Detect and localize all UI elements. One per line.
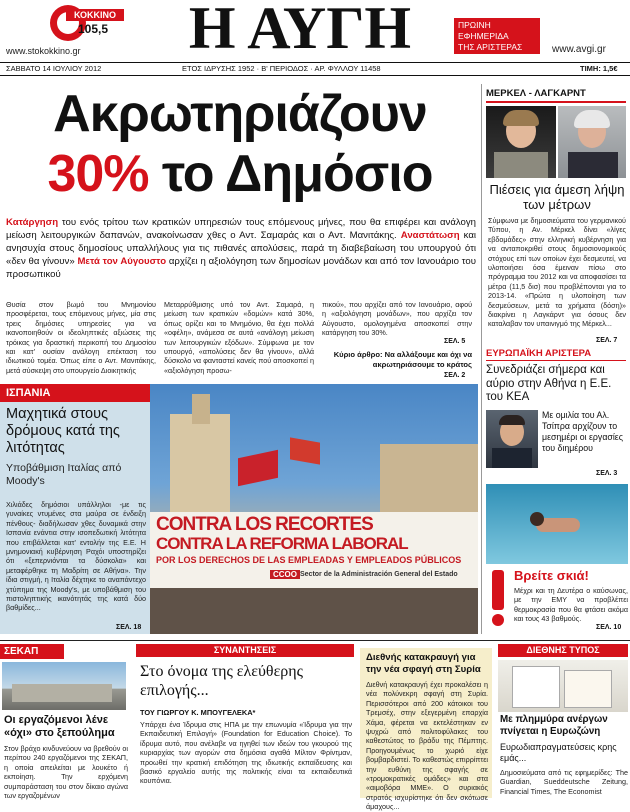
spain-subtitle: Υποβάθμιση Ιταλίας από Moody's [6,462,122,487]
price: ΤΙΜΗ: 1,5€ [580,64,618,73]
headline-line-2 [0,144,480,204]
lead-text-2: και ανησυχία στους δημοσίους υπαλλήλους για τις πιθανές απολύσεις, παρά τη διαβεβαίωση του υπουργού ότι «δεν θα γίνουν» [6,230,476,267]
exclamation-dot [492,614,504,626]
left-eu-underline [486,360,626,361]
spain-label: ΙΣΠΑΝΙΑ [0,384,150,402]
exclamation-icon [486,564,510,630]
dateline [0,62,630,76]
merkel-page: ΣΕΛ. 7 [596,337,618,344]
newspaper-title: Η ΑΥΓΗ [188,0,412,61]
synantiseis-author: ΤΟΥ ΓΙΩΡΓΟΥ Κ. ΜΠΟΥΓΕΛΕΚΑ* [140,708,256,717]
spain-section [0,384,478,634]
synantiseis-title[interactable]: Στο όνομα της ελεύθερης επιλογής... [140,663,303,699]
spain-body: Χιλιάδες δημόσιοι υπάλληλοι -με τις γυναίκες ντυμένες στα μαύρα σε ένδειξη πένθους- διαδήλωσαν χθες δυναμικά στην Ισπανία ενάντια στην ισοπεδωτική λιτότητα που επιβάλλεται κατ' εντολήν της Ε.Ε. Η μνημονιακή κυβέρνηση Ραχόι υποστηρίζει ότι «ξεπερνιόνται τα δύσκολα» και μεταφέρθηκε τη Μαδρίτη σε Αθήνα». Την ίδια στιγμή, η Ιταλία δέχτηκε το αναπάντεχο χτύπημα της Moody's, με υποβάθμιση του πιστοληπτικής ικανότητάς της κατά δύο βαθμίδες... [6,500,146,613]
left-eu-label: ΕΥΡΩΠΑΪΚΗ ΑΡΙΣΤΕΡΑ [486,348,592,359]
sekap-photo [2,662,126,710]
headline-rest: το Δημόσιο [161,145,433,203]
sekap-label: ΣΕΚΑΠ [0,644,64,659]
synantiseis-body: Υπάρχει ένα Ίδρυμα στις ΗΠΑ με την επωνυμία «Ίδρυμα για την Εκπαιδευτική Επιλογή» (Foundation for Education Choice). Το ίδρυμα αυτό, που ανέλαβε να ηγηθεί των ιδεών του γκουρού της κυριαρχίας των αγορών στα δημόσια αγαθά Μίλτον Φρίντμαν, προωθεί την κρατική επιδότηση της ιδιωτικής εκπαίδευσης και βασικό εργαλείο αυτής της πολιτικής είναι τα εκπαιδευτικά κουπόνια. [140,720,352,786]
tagline-2: ΕΦΗΜΕΡΙΔΑ [458,31,509,41]
clock-tower [192,394,210,424]
merkel-photo [486,106,556,178]
syria-box [360,648,492,812]
tagline-3: ΤΗΣ ΑΡΙΣΤΕΡΑΣ [458,42,523,52]
press-sub: Ευρωδιαπραγματεύσεις κρης εμάς... [500,742,617,763]
lead-paragraph [6,216,476,281]
factory-shape [12,684,112,702]
left-eu-title[interactable]: Συνεδριάζει σήμερα και αύριο στην Αθήνα η Ε.Ε. του ΚΕΑ [486,364,612,403]
lead-text-1: του ενός τρίτου των κρατικών υπηρεσιών τους επόμενους μήνες, που θα επιφέρει και ανάλογη μείωση λειτουργικών δαπανών, ανακοίνωσαν χθες ο Αντ. Σαμαράς και ο Αντ. Μανιτάκης. [6,217,476,241]
kyrio-arthro[interactable]: Κύριο άρθρο: Να αλλάξουμε και όχι να ακρωτηριάσουμε το κράτος [333,350,472,369]
syria-title[interactable]: Διεθνής κατακραυγή για την νέα σφαγή στη Συρία [366,652,481,675]
synantiseis-label: ΣΥΝΑΝΤΗΣΕΙΣ [136,644,354,657]
radio-name: ΚΟΚΚΙΝΟ [66,9,124,21]
merkel-body: Σύμφωνα με δημοσιεύματα του γερμανικού Τύπου, η Αν. Μέρκελ δίνει «λίγες εβδομάδες» στην ελληνική κυβέρνηση για να ανταποκριθεί στους δημοσιονομικούς στόχους επί των οποίων έχει δεσμευτεί, να υλοποιήσει όσα έμειναν πίσω στο πρόγραμμα του 2012 και να αποφασίσει τα μέτρα (11,5 δισ) που προβλέπονται για το 2013-14. «Πρώτα η υλοποίηση των δεσμεύσεων, μετά τα χρήματα (δόση)» διακρίνει η Λαγκάρντ για όσους δεν καταλαβαν τον υπαινιγμό της Μέρκελ... [488,216,626,329]
headline-percent: 30% [47,145,149,203]
swimmer-head [530,512,544,526]
protest-banner [150,512,478,588]
radio-freq: 105,5 [78,22,109,36]
merkel-title[interactable]: Πιέσεις για άμεση λήψη των μέτρων [489,182,625,212]
paper-shape [564,670,612,708]
press-body: Δημοσιεύματα από τις εφημερίδες: The Guardian, Sueddeutsche Zeitung, Financial Times, The Economist [500,768,628,796]
syria-body: Διεθνή κατακραυγή έχει προκαλέσει η νέα πολύνεκρη σφαγή στη Συρία. Περισσότεροι από 200 κάτοικοι του Τρεμσέχ, στην εξεγερμένη επαρχία Χάμα, φέρεται να εκτελέστηκαν εν ψυχρώ από πολιτοφύλακες του καθεστώτος το βράδυ της Πέμπτης. Προηγουμένως το χωριό είχε βομβαρδιστεί. Το καθεστώς επιρρίπτει την ευθύνη της σφαγής σε «τρομοκρατικές ομάδες» και στα «αιμοβόρα ΜΜΕ». Ο συριακός στρατός ισχυρίστηκε ότι δεν σκότωσε άμαχους... [366,680,488,812]
tagline-box [454,18,540,54]
body-shape [492,448,532,468]
hair-shape [503,110,539,126]
hair-shape [574,110,610,128]
lagarde-photo [558,106,626,178]
spain-title[interactable]: Μαχητικά στους δρόμους κατά της λιτότητας [6,406,120,456]
banner-line-3: POR LOS DERECHOS DE LAS EMPLEADAS Y EMPLEADOS PÚBLICOS [156,555,462,565]
body-shape [568,152,618,178]
lead-text-3: αρχίζει η αξιολόγηση των δημοσίων μονάδων και από τον Ιανουάριο του προσωπικού [6,256,476,280]
tsipras-photo [486,410,538,468]
banner-logo: CCOO [270,570,300,579]
swimmer-photo [486,484,628,564]
sekap-title[interactable]: Οι εργαζόμενοι λένε «όχι» στο ξεπούλημα [4,714,115,739]
paper-shape [512,666,560,708]
merkel-underline [486,101,626,103]
merkel-label: ΜΕΡΚΕΛ - ΛΑΓΚΑΡΝΤ [486,88,586,99]
site-url[interactable]: www.avgi.gr [552,44,606,55]
rain-page: ΣΕΛ. 10 [596,624,622,631]
banner-line-2: CONTRA LA REFORMA LABORAL [156,534,408,553]
rain-body: Μέχρι και τη Δευτέρα ο καύσωνας, με την ΕΜΥ να προβλέπει θερμοκρασία που θα φτάσει ακόμα και τους 43 βαθμούς. [514,586,628,624]
radio-url[interactable]: www.stokokkino.gr [6,46,81,56]
lead-word-2: Αναστάτωση [400,230,460,241]
main-headline [0,84,480,212]
lead-word-1: Κατάργηση [6,217,59,228]
right-column-divider [481,84,482,634]
hair-shape [499,415,525,425]
rain-title[interactable]: Βρείτε σκιά! [514,568,589,583]
tagline-1: ΠΡΩΙΝΗ [458,20,491,30]
issue-info: ΕΤΟΣ ΙΔΡΥΣΗΣ 1952 · Β' ΠΕΡΙΟΔΟΣ · ΑΡ. ΦΥΛΛΟΥ 11458 [182,64,381,73]
issue-date: ΣΑΒΒΑΤΟ 14 ΙΟΥΛΙΟΥ 2012 [6,64,102,73]
masthead [0,0,630,62]
press-photo [498,660,628,712]
bottom-rule [0,640,630,641]
spain-protest-photo [150,384,478,634]
press-label: ΔΙΕΘΝΗΣ ΤΥΠΟΣ [498,644,628,657]
flag-red [290,437,320,464]
crowd-shape [150,588,478,634]
page-ref-2: ΣΕΛ. 2 [444,372,466,379]
story-col-3: πικού», που αρχίζει από τον Ιανουάριο, αφού η «αξιολόγηση μονάδων», που αρχίζει τον Αύγουστο, ομολογημένα αποσκοπεί στην κατάργηση του 30%. [322,300,472,338]
story-col-1: Θυσία στον βωμό του Μνημονίου προσφέρεται, τους επόμενους μήνες, μία στις τρεις δημόσιες υπηρεσίες για να ικανοποιηθούν οι ιδεοληπτικές αξιώσεις της τρόικας για δραστική περικοπή του Δημοσίου και κατ' ουσίαν ανάλογη επέκταση του ιδιωτικού τομέα. Όπως είπε ο Αντ. Μανιτάκης, μετά σύσκεψη στο υπουργείο Διοικητικής [6,300,156,375]
banner-line-4: Sector de la Administración General del Estado [300,571,458,578]
exclamation-bar [492,570,504,610]
headline-line-1: Ακρωτηριάζουν [53,85,427,143]
banner-line-1: CONTRA LOS RECORTES [156,514,373,535]
lead-word-3: Μετά τον Αύγουστο [77,256,167,267]
page-ref-5: ΣΕΛ. 5 [444,338,466,345]
radio-logo[interactable] [50,5,130,41]
press-title[interactable]: Με πλημμύρα ανέργων πνίγεται η Ευρωζώνη [500,714,608,737]
left-eu-page: ΣΕΛ. 3 [596,470,618,477]
sekap-body: Στον βράχο κινδυνεύουν να βρεθούν οι περίπου 240 εργαζόμενοι της ΣΕΚΑΠ, η οποία απειλείται με λουκέτο ή εκποίηση. Την ερχόμενη συμπαράσταση του στον δίκαιο αγώνα των εργαζομένων [4,744,128,801]
body-shape [494,152,548,178]
story-col-2: Μεταρρύθμισης υπό τον Αντ. Σαμαρά, η μείωση των κρατικών «δομών» κατά 30%, όπως ορίζει και το Μνημόνιο, θα έχει πολλά «οφέλη», ανάμεσα σε αυτά «ανάλογη μείωση των λειτουργικών εξόδων». Σύμφωνα με τον υπουργό, «απολύσεις δεν θα γίνουν», αλλά δύσκολο να φανταστεί κανείς πού αποσκοπεί η «αξιολόγηση προσω- [164,300,314,375]
spain-page: ΣΕΛ. 18 [116,624,142,631]
flag-red [238,450,278,487]
left-eu-body: Με ομιλία του Αλ. Τσίπρα αρχίζουν το μεσημέρι οι εργασίες του διημέρου [542,410,623,453]
